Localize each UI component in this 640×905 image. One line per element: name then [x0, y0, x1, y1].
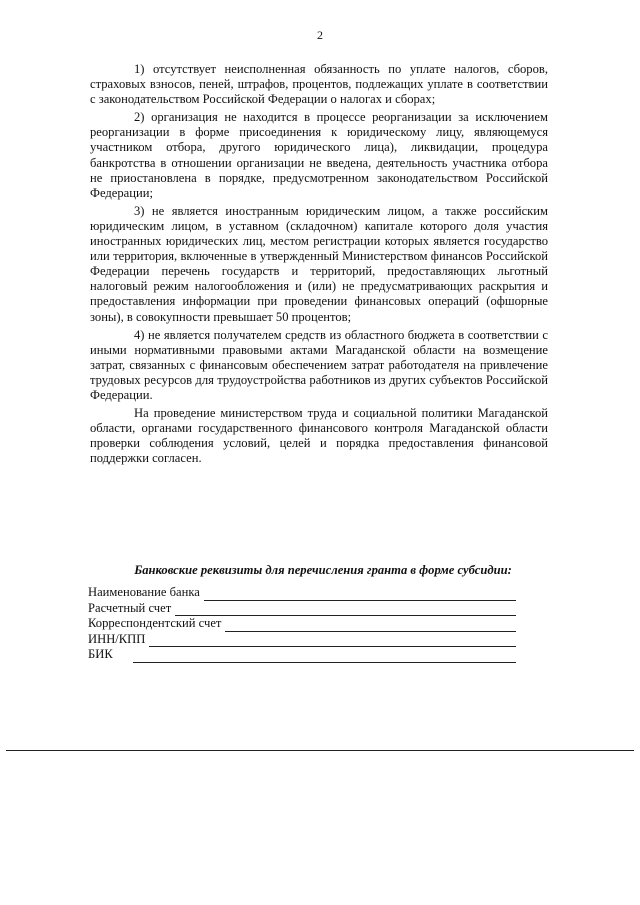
- condition-paragraph-3: 3) не является иностранным юридическим лицом, а также российским юридическим лицом, в уставном (складочном) капитале которого доля участия иностранных юридических лиц, местом регистрации которых является государство или территория, включенные в утвержденный Министерством финансов Российской Федерации перечень государств и территорий, предоставляющих льготный налоговый режим налогообложения и (или) не предусматривающих раскрытия и предоставления информации при проведении финансовых операций (офшорные зоны), в совокупности превышает 50 процентов;: [90, 203, 548, 324]
- inn-kpp-input-line[interactable]: [149, 635, 516, 647]
- bik-field: [88, 647, 516, 663]
- correspondent-account-input-line[interactable]: [225, 620, 516, 632]
- field-label: БИК: [88, 647, 113, 661]
- condition-paragraph-4: 4) не является получателем средств из областного бюджета в соответствии с иными нормативными правовыми актами Магаданской области на возмещение затрат, связанных с финансовым обеспечением затрат работодателя на привлечение трудовых ресурсов для трудоустройства работников из других субъектов Российской Федерации.: [90, 327, 548, 402]
- bank-details-fields: [88, 585, 516, 663]
- field-label: Наименование банка: [88, 585, 200, 599]
- consent-paragraph: На проведение министерством труда и социальной политики Магаданской области, органами государственного финансового контроля Магаданской области проверки соблюдения условий, целей и порядка предоставления финансовой поддержки согласен.: [90, 406, 548, 466]
- field-label: Расчетный счет: [88, 600, 172, 615]
- bank-details-title: Банковские реквизиты для перечисления гранта в форме субсидии:: [134, 563, 512, 577]
- inn-kpp-field: [88, 632, 516, 648]
- bank-name-field: [88, 585, 516, 601]
- footer-divider: [6, 750, 634, 751]
- settlement-account-input-line[interactable]: [175, 604, 516, 616]
- conditions-list: [90, 62, 548, 469]
- settlement-account-field: [88, 601, 516, 617]
- condition-paragraph-2: 2) организация не находится в процессе реорганизации за исключением реорганизации в форме присоединения к юридическому лицу, являющемуся участником отбора, другого юридического лица), ликвидации, процедура банкротства в отношении организации не введена, деятельность участника отбора не приостановлена в порядке, предусмотренном законодательством Российской Федерации;: [90, 110, 548, 200]
- bik-input-line[interactable]: [133, 651, 516, 663]
- field-label: ИНН/КПП: [88, 631, 146, 646]
- bank-name-input-line[interactable]: [204, 589, 516, 601]
- correspondent-account-field: [88, 616, 516, 632]
- field-label: Корреспондентский счет: [88, 616, 222, 630]
- condition-paragraph-1: 1) отсутствует неисполненная обязанность по уплате налогов, сборов, страховых взносов, пеней, штрафов, процентов, подлежащих уплате в соответствии с законодательством Российской Федерации о налогах и сборах;: [90, 62, 548, 107]
- page-number: 2: [317, 28, 323, 42]
